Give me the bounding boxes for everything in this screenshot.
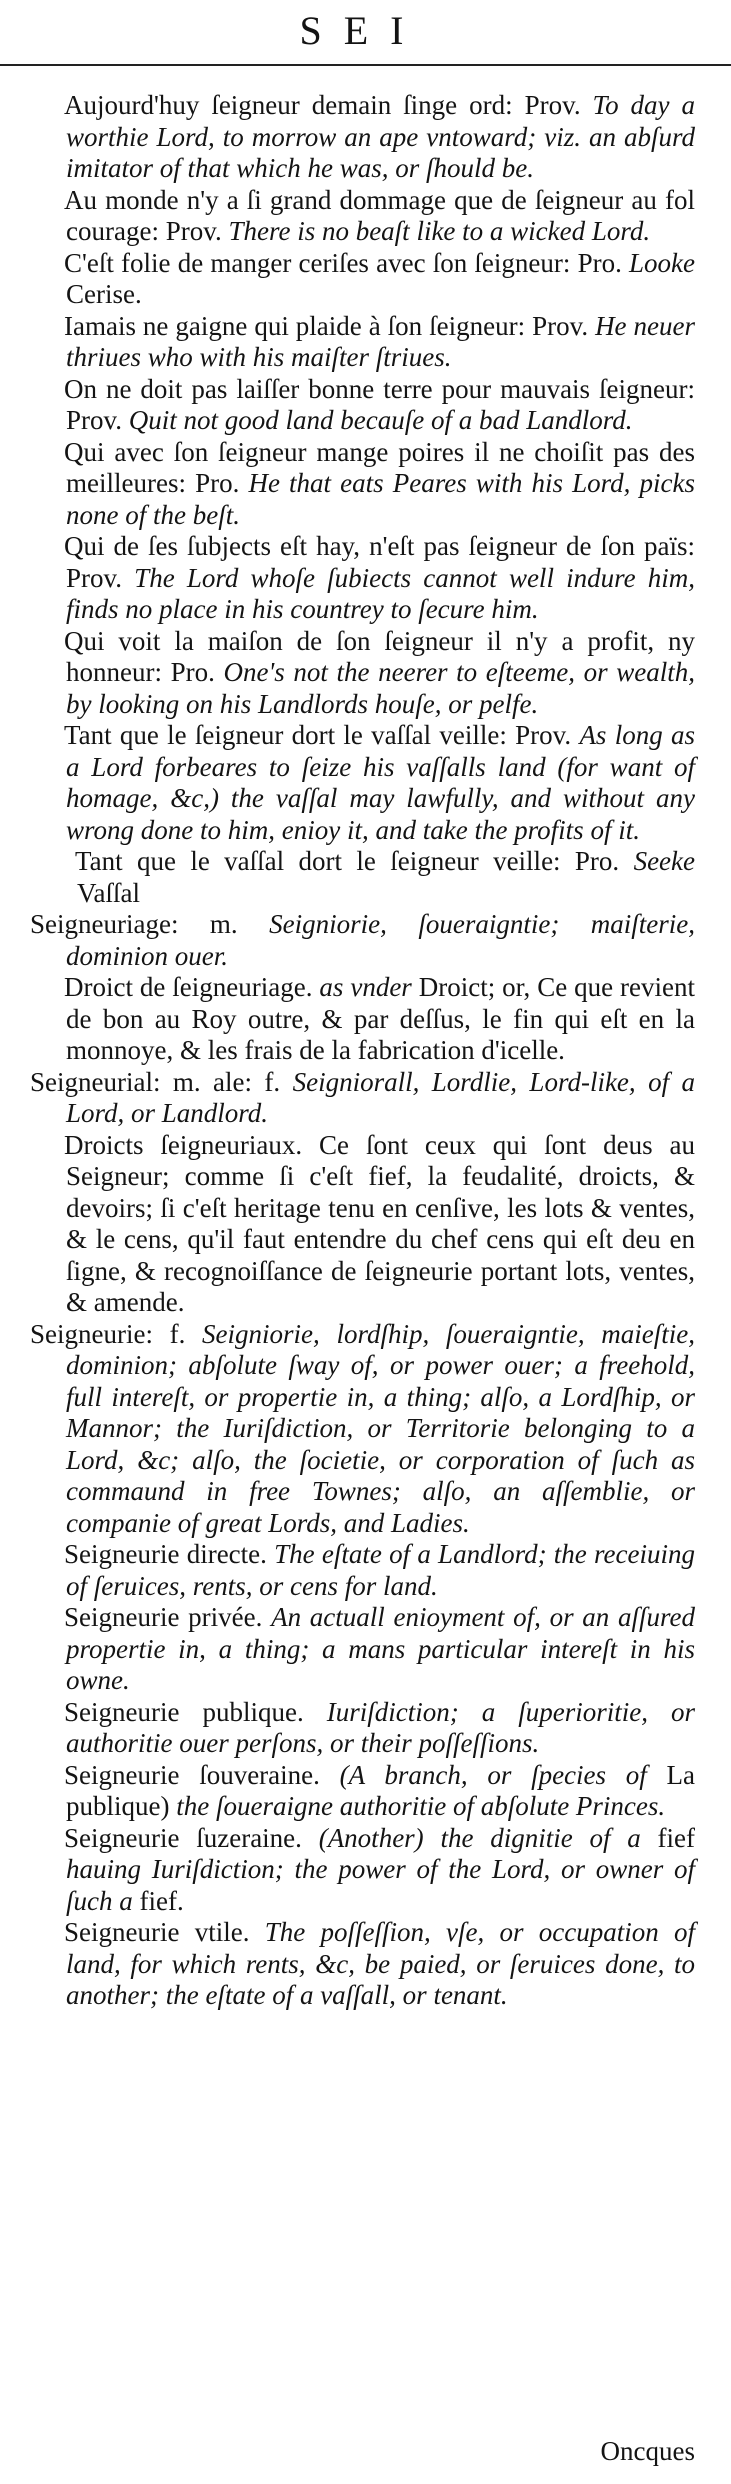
entry-english: Quit not good land becauſe of a bad Landlord.	[128, 405, 633, 435]
entry-english: As long as a Lord forbeares to ſeize his vaſſalls land (for want of homage, &c,) the vaſſal may lawfully, and without any wrong done to him, enioy it, and take the profits of it.	[66, 720, 695, 845]
entry-french: Seigneurial: m. ale: f.	[30, 1066, 293, 1097]
entry	[30, 374, 695, 437]
entry	[30, 531, 695, 626]
entry	[30, 248, 695, 311]
entry-tail: Vaſſal	[77, 877, 140, 908]
entry-english: The eſtate of a Landlord; the receiuing of ſeruices, rents, or cens for land.	[66, 1539, 695, 1601]
entry-english: Looke	[629, 247, 695, 278]
entry	[30, 626, 695, 721]
entry	[30, 311, 695, 374]
entry-french: Aujourd'huy ſeigneur demain ſinge ord: Prov.	[64, 90, 593, 120]
entry-english: He neuer thriues who with his maiſter ſtriues.	[66, 310, 695, 372]
entry	[30, 1917, 695, 2012]
entry-french: On ne doit pas laiſſer bonne terre pour mauvais ſeigneur: Prov.	[64, 373, 695, 435]
entry	[30, 437, 695, 532]
entry-english: Seigniorie, lordſhip, ſoueraigntie, maieſtie, dominion; abſolute ſway of, or power ouer; a freehold, full intereſt, or propertie in, a thing; alſo, a Lordſhip, or Mannor; the Iuriſdiction, or Territorie belonging to a Lord, &c; alſo, the ſocietie, or corporation of ſuch as commaund in free Townes; alſo, an aſſemblie, or companie of great Lords, and Ladies.	[66, 1318, 695, 1538]
entry	[30, 1602, 695, 1697]
entry	[30, 1130, 695, 1319]
entry-french: Seigneurie publique.	[64, 1696, 327, 1727]
entry	[30, 1539, 695, 1602]
entry-tail: Cerise.	[66, 279, 142, 309]
entry	[30, 185, 695, 248]
entry-english: (Another) the dignitie of a	[318, 1822, 641, 1853]
page-header: SEI	[299, 8, 426, 53]
entry-french: Seigneurie vtile.	[64, 1917, 265, 1947]
header-rule	[0, 64, 731, 66]
entry	[30, 1823, 695, 1918]
entry-english: hauing Iuriſdiction; the power of the Lord, or owner of ſuch a	[66, 1854, 695, 1916]
entry-english: One's not the neerer to eſteeme, or wealth, by looking on his Landlords houſe, or pelfe.	[66, 657, 695, 719]
entry-french: Seigneuriage: m.	[30, 909, 270, 939]
entry-french: C'eſt folie de manger ceriſes avec ſon ſeigneur: Pro.	[64, 247, 630, 278]
entry-tail: fief	[640, 1822, 695, 1853]
entry-english: the ſoueraigne authoritie of abſolute Princes.	[176, 1791, 666, 1821]
entry-english: as vnder	[319, 972, 412, 1002]
entry-english: There is no beaſt like to a wicked Lord.	[228, 216, 651, 246]
entry-french: Seigneurie ſouveraine.	[64, 1759, 340, 1790]
entry-tail: fief.	[132, 1885, 184, 1916]
entry-english: Seigniorie, ſoueraigntie; maiſterie, dominion ouer.	[66, 909, 696, 971]
entry-french: Seigneurie: f.	[30, 1318, 203, 1349]
entry-french: Tant que le ſeigneur dort le vaſſal veille: Prov.	[64, 720, 580, 750]
entry-french: Qui avec ſon ſeigneur mange poires il ne choiſit pas des meilleures: Pro.	[64, 436, 695, 498]
entry-english: The poſſeſſion, vſe, or occupation of land, for which rents, &c, be paied, or ſeruices done, to another; the eſtate of a vaſſall, or tenant.	[66, 1917, 695, 2010]
entries-column	[30, 60, 695, 2012]
headword-entry	[30, 1067, 695, 1130]
entry-tail: Droict; or, Ce que revient de bon au Roy outre, & par deſſus, le fin qui eſt en la monnoye, & les frais de la fabrication d'icelle.	[66, 972, 695, 1065]
entry-french: Au monde n'y a ſi grand dommage que de ſeigneur au fol courage: Prov.	[64, 184, 695, 246]
entry-french: Seigneurie ſuzeraine.	[64, 1822, 319, 1853]
entry-english: Seeke	[633, 846, 695, 876]
entry-french: Seigneurie privée.	[64, 1602, 272, 1632]
entry-english: Iuriſdiction; a ſuperioritie, or authoritie ouer perſons, or their poſſeſſions.	[66, 1696, 695, 1758]
headword-entry	[30, 1319, 695, 1540]
entry	[30, 846, 695, 909]
entry-french: Seigneurie directe.	[64, 1539, 275, 1569]
entry-french: Tant que le vaſſal dort le ſeigneur veille: Pro.	[75, 846, 634, 876]
entry-english: He that eats Peares with his Lord, picks none of the beſt.	[66, 468, 695, 530]
entry	[30, 1760, 695, 1823]
entry	[30, 90, 695, 185]
headword-entry	[30, 909, 695, 972]
entry-tail: La publique)	[66, 1759, 695, 1821]
entry-french: Droicts ſeigneuriaux. Ce ſont ceux qui ſont deus au Seigneur; comme ſi c'eſt fief, la feudalité, droicts, & devoirs; ſi c'eſt heritage tenu en cenſive, les lots & ventes, & le cens, qu'il faut entendre du chef cens qui eſt deu en ſigne, & recognoiſſance de ſeigneurie portant lots, ventes, & amende.	[64, 1129, 695, 1317]
entry	[30, 972, 695, 1067]
entry	[30, 1697, 695, 1760]
entry-english: Seigniorall, Lordlie, Lord-like, of a Lord, or Landlord.	[66, 1066, 695, 1128]
entry-english: The Lord whoſe ſubiects cannot well indure him, finds no place in his countrey to ſecure him.	[66, 562, 695, 624]
entry-french: Droict de ſeigneuriage.	[64, 972, 320, 1002]
entry	[30, 720, 695, 846]
entry-english: An actuall enioyment of, or an aſſured propertie in, a thing; a mans particular intereſt in his owne.	[66, 1602, 695, 1695]
entry-english: To day a worthie Lord, to morrow an ape vntoward; viz. an abſurd imitator of that which he was, or ſhould be.	[66, 90, 695, 183]
entry-english: (A branch, or ſpecies of	[339, 1759, 647, 1790]
entry-french: Iamais ne gaigne qui plaide à ſon ſeigneur: Prov.	[64, 310, 596, 341]
entry-french: Qui de ſes ſubjects eſt hay, n'eſt pas ſeigneur de ſon païs: Prov.	[64, 531, 695, 593]
entry-french: Qui voit la maiſon de ſon ſeigneur il n'y a profit, ny honneur: Pro.	[64, 625, 695, 687]
catchword: Oncques	[600, 2436, 695, 2466]
